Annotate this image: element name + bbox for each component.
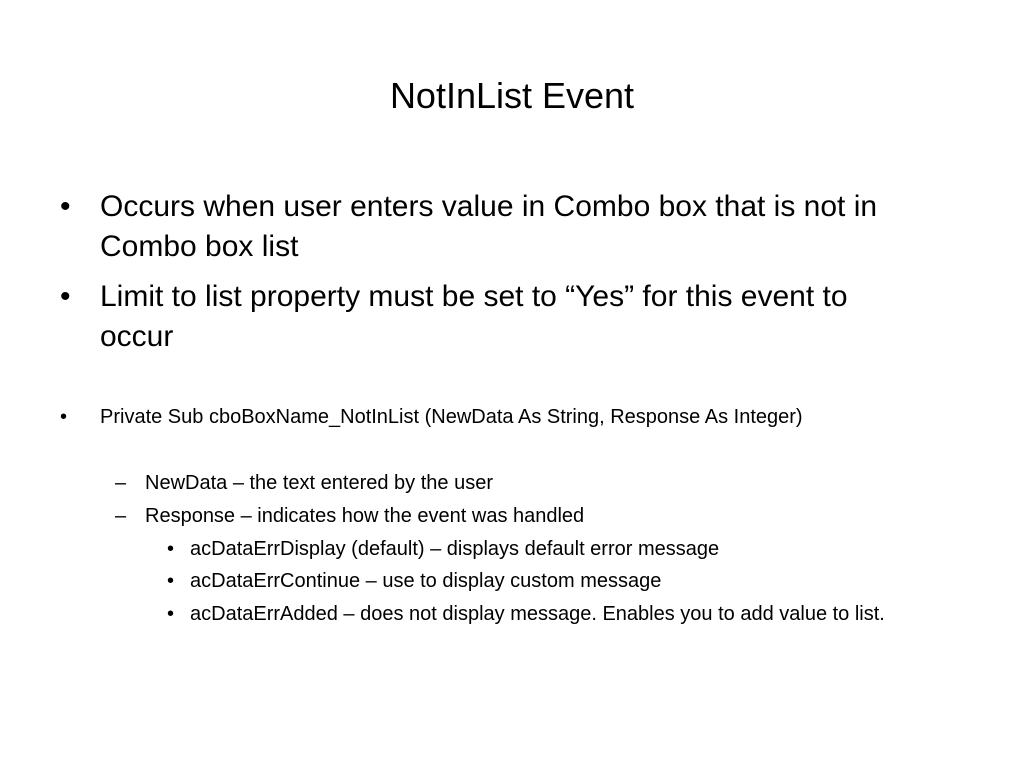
dash-marker: –: [115, 472, 127, 494]
bullet-marker: •: [167, 538, 175, 560]
bullet-text-line-1: Occurs when user enters value in Combo box that is not in: [100, 190, 878, 223]
bullet-text: Private Sub cboBoxName_NotInList (NewData As String, Response As Integer): [100, 406, 803, 428]
dash-marker: –: [115, 505, 127, 527]
subsubitem-text: acDataErrContinue – use to display custom message: [190, 570, 662, 592]
bullet-marker: •: [60, 280, 71, 313]
bullet-marker: •: [60, 406, 68, 428]
subsubitem-text: acDataErrDisplay (default) – displays default error message: [190, 538, 720, 560]
subitem-text: NewData – the text entered by the user: [145, 472, 493, 494]
subitem-text: Response – indicates how the event was handled: [145, 505, 585, 527]
bullet-marker: •: [167, 603, 175, 625]
bullet-text-line-1: Limit to list property must be set to “Yes” for this event to: [100, 280, 848, 313]
bullet-text-line-2: occur: [100, 320, 174, 353]
bullet-marker: •: [60, 190, 71, 223]
bullet-marker: •: [167, 570, 175, 592]
subsubitem-text: acDataErrAdded – does not display message. Enables you to add value to list.: [190, 603, 885, 625]
slide-title: NotInList Event: [389, 75, 635, 116]
bullet-text-line-2: Combo box list: [100, 230, 299, 263]
